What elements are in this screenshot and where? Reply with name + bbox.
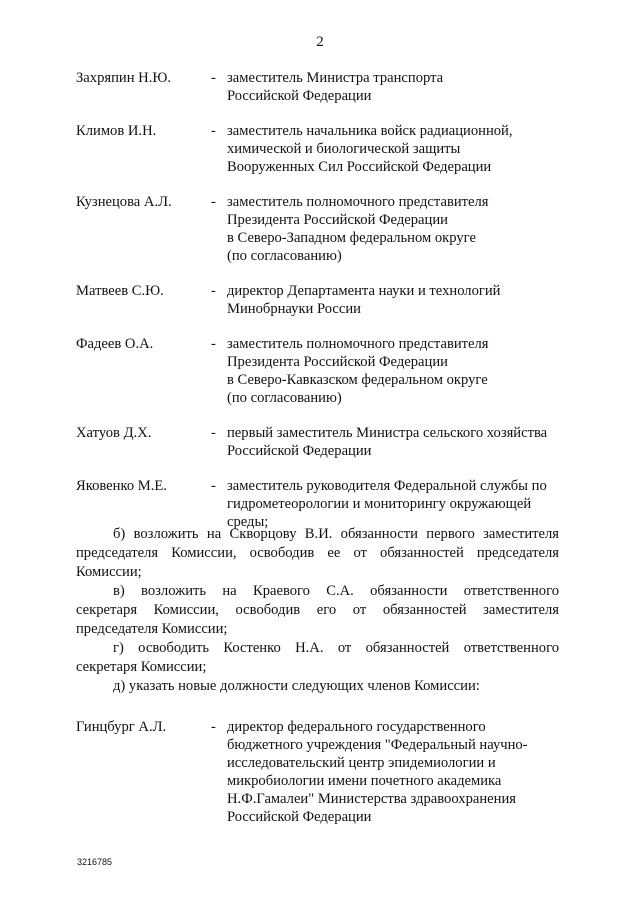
member-name: Гинцбург А.Л.	[76, 719, 167, 735]
member-position	[227, 69, 566, 105]
page-number: 2	[316, 34, 324, 50]
position-line: (по согласованию)	[227, 248, 342, 264]
position-line: первый заместитель Министра сельского хозяйства	[227, 425, 548, 441]
member-entry	[76, 193, 566, 265]
position-line: Президента Российской Федерации	[227, 212, 448, 228]
paragraph-b	[76, 525, 559, 582]
position-line: в Северо-Западном федеральном округе	[227, 230, 476, 246]
position-line: заместитель Министра транспорта	[227, 70, 444, 86]
paragraph-line: в) возложить на Краевого С.А. обязанности ответственного	[113, 583, 559, 599]
document-code: 3216785	[77, 857, 113, 867]
member-name: Яковенко М.Е.	[76, 478, 167, 494]
position-line: директор Департамента науки и технологий	[227, 283, 501, 299]
position-line: микробиологии имени почетного академика	[227, 773, 502, 789]
member-name: Кузнецова А.Л.	[76, 194, 172, 210]
position-line: в Северо-Кавказском федеральном округе	[227, 372, 488, 388]
position-line: гидрометеорологии и мониторингу окружающей	[227, 496, 532, 512]
position-line: заместитель руководителя Федеральной службы по	[227, 478, 547, 494]
member-position	[227, 477, 566, 531]
position-line: исследовательский центр эпидемиологии и	[227, 755, 496, 771]
position-line: Минобрнауки России	[227, 301, 361, 317]
position-line: Президента Российской Федерации	[227, 354, 448, 370]
member-entry	[76, 335, 566, 407]
paragraph-line: г) освободить Костенко Н.А. от обязанностей ответственного	[113, 640, 559, 656]
member-position	[227, 193, 566, 265]
member-position	[227, 122, 566, 176]
paragraph-v	[76, 582, 559, 639]
paragraph-line: секретаря Комиссии, освободив его от обязанностей заместителя	[76, 602, 559, 618]
member-entry	[76, 424, 566, 460]
member-position	[227, 282, 566, 318]
member-list	[76, 69, 566, 531]
paragraph-g	[76, 639, 559, 677]
member-entry	[76, 477, 566, 531]
member-position	[227, 424, 566, 460]
paragraph-line: председателя Комиссии, освободив ее от обязанностей председателя	[76, 545, 559, 561]
position-line: заместитель полномочного представителя	[227, 194, 489, 210]
decision-paragraphs	[76, 525, 559, 696]
member-list-updated	[76, 718, 566, 826]
position-line: заместитель начальника войск радиационной,	[227, 123, 513, 139]
member-entry	[76, 718, 566, 826]
dash: -	[211, 478, 216, 494]
position-line: бюджетного учреждения "Федеральный научно-	[227, 737, 528, 753]
dash: -	[211, 719, 216, 735]
member-name: Захряпин Н.Ю.	[76, 70, 172, 86]
paragraph-line: Комиссии;	[76, 564, 142, 580]
paragraph-line: д) указать новые должности следующих членов Комиссии:	[113, 678, 480, 694]
dash: -	[211, 194, 216, 210]
paragraph-line: председателя Комиссии;	[76, 621, 228, 637]
position-line: Вооруженных Сил Российской Федерации	[227, 159, 492, 175]
member-name: Фадеев О.А.	[76, 336, 154, 352]
position-line: директор федерального государственного	[227, 719, 486, 735]
dash: -	[211, 283, 216, 299]
position-line: Н.Ф.Гамалеи" Министерства здравоохранения	[227, 791, 516, 807]
position-line: Российской Федерации	[227, 809, 372, 825]
dash: -	[211, 70, 216, 86]
dash: -	[211, 425, 216, 441]
paragraph-line: секретаря Комиссии;	[76, 659, 207, 675]
position-line: химической и биологической защиты	[227, 141, 461, 157]
member-name: Матвеев С.Ю.	[76, 283, 164, 299]
member-name: Хатуов Д.Х.	[76, 425, 152, 441]
member-entry	[76, 69, 566, 105]
dash: -	[211, 123, 216, 139]
member-entry	[76, 122, 566, 176]
member-entry	[76, 282, 566, 318]
position-line: Российской Федерации	[227, 88, 372, 104]
position-line: заместитель полномочного представителя	[227, 336, 489, 352]
position-line: (по согласованию)	[227, 390, 342, 406]
dash: -	[211, 336, 216, 352]
paragraph-line: б) возложить на Скворцову В.И. обязанности первого заместителя	[113, 526, 559, 542]
member-name: Климов И.Н.	[76, 123, 157, 139]
member-position	[227, 718, 566, 826]
position-line: Российской Федерации	[227, 443, 372, 459]
member-position	[227, 335, 566, 407]
position-line: среды;	[227, 514, 269, 530]
paragraph-d	[76, 677, 559, 696]
